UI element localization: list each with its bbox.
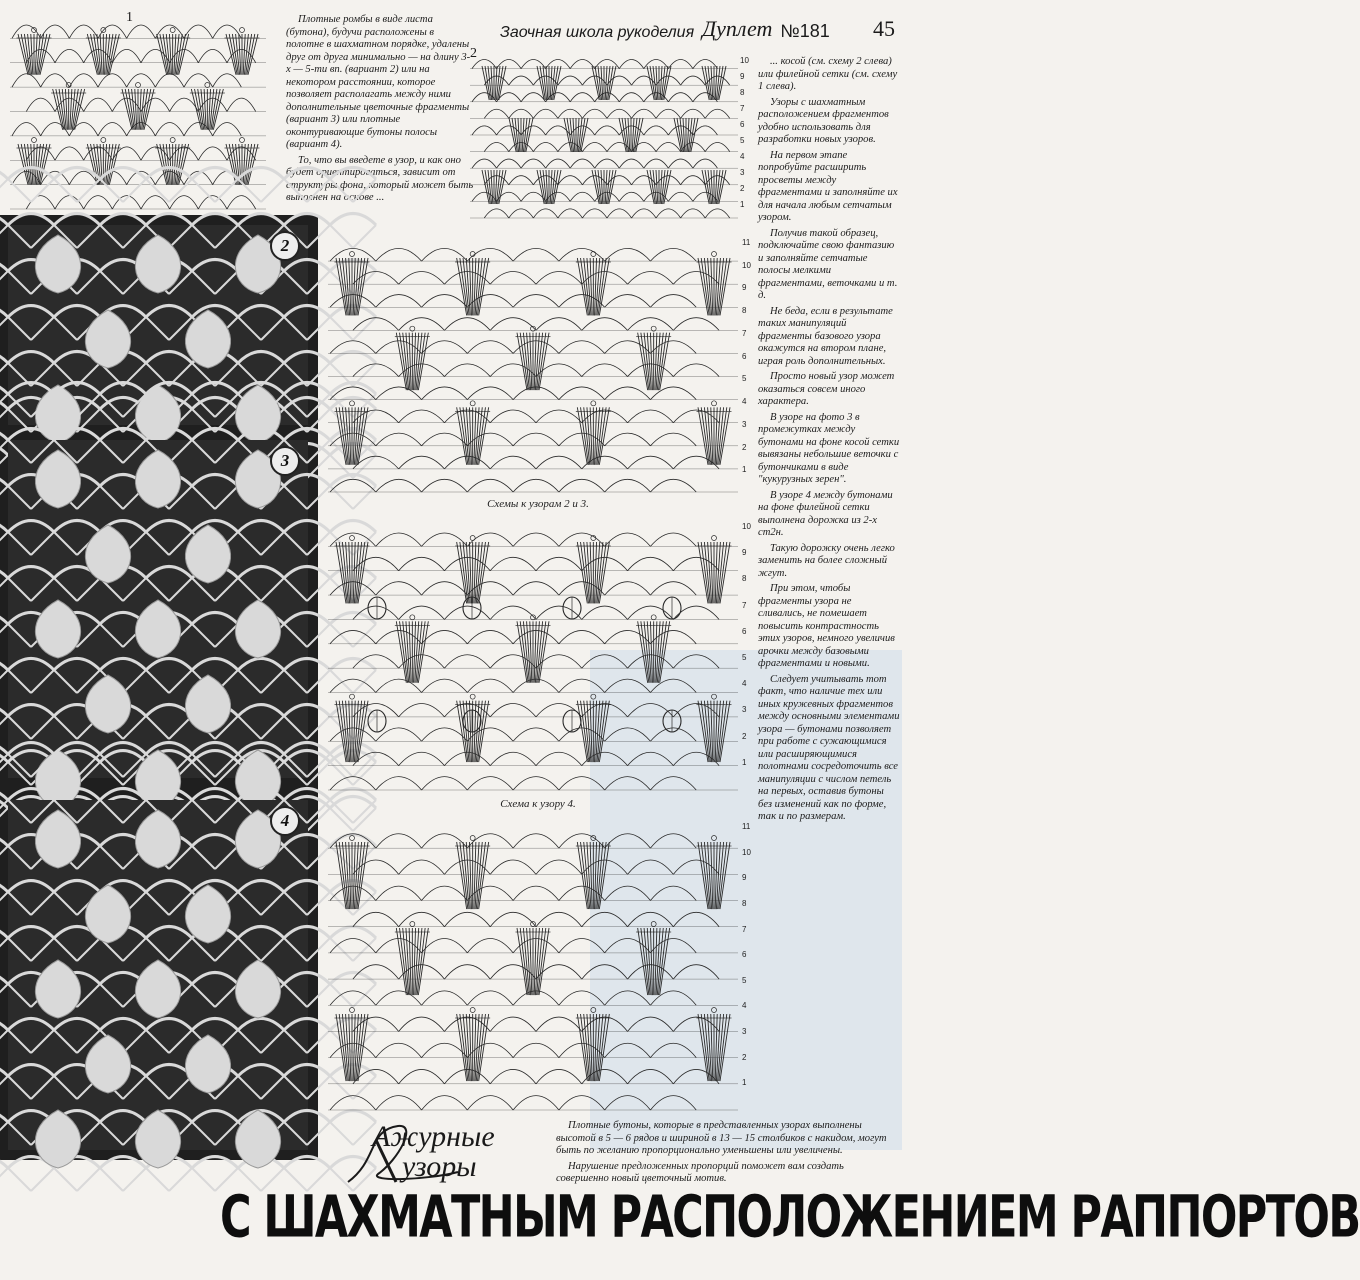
intro-text — [286, 14, 474, 208]
row-number: 6 — [742, 950, 747, 960]
caption-patterns-2-3: Схемы к узорам 2 и 3. — [487, 498, 589, 510]
row-number: 2 — [742, 731, 747, 741]
row-number: 3 — [742, 1027, 747, 1037]
issue-number: №181 — [780, 21, 830, 41]
row-number: 4 — [740, 152, 745, 161]
row-number: 6 — [742, 351, 747, 361]
row-number: 5 — [742, 374, 747, 384]
logo-line-1: Ажурные — [372, 1120, 495, 1153]
row-number: 4 — [742, 397, 747, 407]
caption-pattern-4: Схема к узору 4. — [500, 798, 576, 810]
row-number: 9 — [742, 283, 747, 293]
crochet-diagram-patterns-2-3 — [322, 232, 754, 496]
row-number: 2 — [742, 1052, 747, 1062]
row-number: 10 — [742, 522, 751, 531]
side-paragraph: Не беда, если в результате таких манипуляций фрагменты базового узора окажутся на втором плане, играя роль дополнительных. — [758, 305, 893, 367]
row-number: 7 — [740, 104, 745, 113]
row-number: 10 — [742, 847, 751, 857]
row-number: 8 — [742, 306, 747, 316]
row-number: 4 — [742, 679, 747, 689]
side-paragraph: В узоре 4 между бутонами на фоне филейной сетки выполнена дорожка из 2-х ст2н. — [758, 489, 893, 538]
row-number: 6 — [740, 120, 745, 129]
section-logo — [338, 1120, 558, 1190]
row-number: 11 — [742, 238, 751, 247]
row-number: 3 — [742, 419, 747, 429]
row-number: 6 — [742, 626, 747, 636]
row-number: 3 — [740, 168, 745, 177]
school-name: Заочная школа рукоделия — [500, 24, 695, 41]
diagram-number-1: 1 — [126, 10, 133, 25]
diagram-number-2: 2 — [470, 46, 477, 61]
row-number: 7 — [742, 600, 747, 610]
row-number: 5 — [742, 975, 747, 985]
logo-line-2: узоры — [402, 1150, 477, 1183]
side-paragraph: Получив такой образец, подключайте свою фантазию и заполняйте сетчатые полосы мелкими фрагментами, веточками и т. д. — [758, 227, 898, 301]
row-number: 1 — [742, 757, 747, 767]
row-number: 11 — [742, 822, 751, 831]
row-number: 2 — [740, 184, 745, 193]
side-text — [758, 56, 900, 827]
page-header — [500, 12, 895, 42]
side-paragraph: Такую дорожку очень легко заменить на более сложный жгут. — [758, 542, 895, 579]
page-title: С ШАХМАТНЫМ РАСПОЛОЖЕНИЕМ РАППОРТОВ — [220, 1184, 1360, 1252]
row-number: 7 — [742, 924, 747, 934]
row-number: 10 — [742, 260, 751, 270]
intro-paragraph: То, что вы введете в узор, и как оно будет ориентироваться, зависит от структуры фона, который может быть выполнен на основе ... — [286, 154, 474, 203]
intro-paragraph: Плотные ромбы в виде листа (бутона), будучи расположены в полотне в шахматном порядке, удалены друг от друга минимально — на длину 3-х — 5-ти вп. (вариант 2) или на некотором расстоянии, которое позволяет располагать между ними дополнительные цветочные фрагменты (вариант 3) или плотные оконтуривающие бутоны полосы (вариант 4). — [286, 14, 471, 150]
row-number: 1 — [740, 200, 745, 209]
side-paragraph: Следует учитывать тот факт, что наличие тех или иных кружевных фрагментов между основными элементами узора — бутонами позволяет при работе с сужающимися или расширяющимися полотнами сосредоточить все манипуляции с числом петель на первых, оставив бутоны без изменений как по форме, так и по размерам. — [758, 673, 900, 822]
side-paragraph: Просто новый узор может оказаться совсем иного характера. — [758, 371, 895, 407]
bottom-text — [556, 1120, 894, 1189]
bottom-paragraph: Нарушение предложенных пропорций поможет вам создать совершенно новый цветочный мотив. — [556, 1160, 844, 1184]
crochet-diagram-bottom — [322, 816, 754, 1114]
lace-photo-3 — [8, 440, 308, 778]
row-number: 1 — [742, 1078, 747, 1088]
page-number: 45 — [873, 16, 895, 41]
side-paragraph: При этом, чтобы фрагменты узора не сливались, не помешает повысить контрастность этих узоров, немного увеличив арочки между базовыми фрагментами и новыми. — [758, 583, 895, 669]
lace-photo-4 — [8, 800, 308, 1150]
side-paragraph: В узоре на фото 3 в промежутках между бутонами на фоне косой сетки вывязаны небольшие веточки с бутончиками в виде "кукурузных зерен". — [758, 411, 900, 485]
row-number: 7 — [742, 328, 747, 338]
row-number: 8 — [740, 88, 745, 97]
row-number: 9 — [742, 873, 747, 883]
row-number: 9 — [742, 548, 747, 558]
row-number: 9 — [740, 72, 745, 81]
side-paragraph: ... косой (см. схему 2 слева) или филейной сетки (см. схему 1 слева). — [758, 56, 898, 92]
bottom-paragraph: Плотные бутоны, которые в представленных узорах выполнены высотой в 5 — 6 рядов и шириной в 13 — 15 столбиков с накидом, могут быть по желанию пропорционально уменьшены или увеличены. — [556, 1120, 887, 1156]
row-number: 3 — [742, 705, 747, 715]
row-number: 5 — [740, 136, 745, 145]
crochet-diagram-2 — [464, 46, 754, 222]
row-number: 8 — [742, 574, 747, 584]
photo-number-2: 2 — [270, 231, 300, 261]
crochet-diagram-pattern-4 — [322, 516, 754, 794]
row-number: 4 — [742, 1001, 747, 1011]
row-number: 5 — [742, 653, 747, 662]
photo-number-4: 4 — [270, 806, 300, 836]
row-number: 8 — [742, 898, 747, 908]
photo-number-3: 3 — [270, 446, 300, 476]
row-number: 1 — [742, 465, 747, 475]
magazine-name: Дуплет — [702, 16, 773, 41]
side-paragraph: На первом этапе попробуйте расширить просветы между фрагментами и заполняйте их для начала любым сетчатым узором. — [758, 149, 898, 223]
row-number: 2 — [742, 442, 747, 452]
side-paragraph: Узоры с шахматным расположением фрагментов удобно использовать для разработки новых узоров. — [758, 96, 889, 145]
row-number: 10 — [740, 56, 749, 65]
